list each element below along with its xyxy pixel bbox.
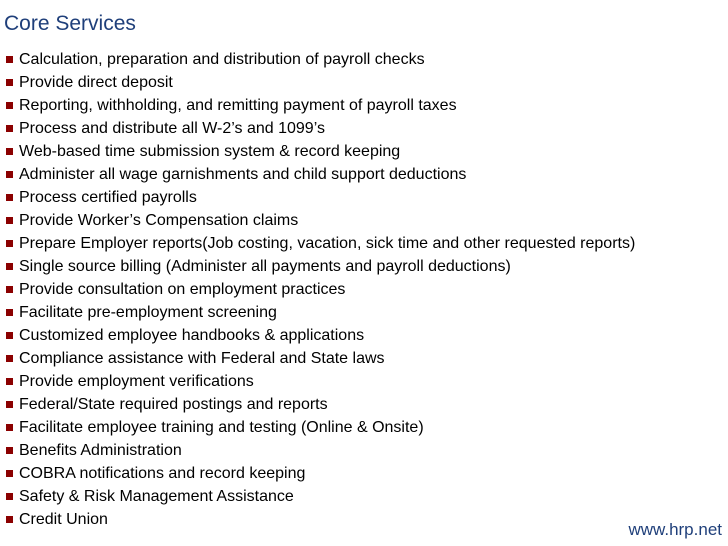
list-item <box>6 71 635 94</box>
list-item-text: Process and distribute all W-2’s and 1099’s <box>19 120 325 137</box>
list-item-text: Facilitate pre-employment screening <box>19 304 277 321</box>
list-item <box>6 278 635 301</box>
list-item <box>6 48 635 71</box>
square-bullet-icon <box>6 263 13 270</box>
list-item-text: Safety & Risk Management Assistance <box>19 488 294 505</box>
list-item <box>6 232 635 255</box>
square-bullet-icon <box>6 470 13 477</box>
list-item-text: COBRA notifications and record keeping <box>19 465 306 482</box>
square-bullet-icon <box>6 516 13 523</box>
square-bullet-icon <box>6 102 13 109</box>
list-item-text: Prepare Employer reports(Job costing, vacation, sick time and other requested reports) <box>19 235 636 252</box>
square-bullet-icon <box>6 493 13 500</box>
list-item-text: Provide consultation on employment practices <box>19 281 346 298</box>
square-bullet-icon <box>6 447 13 454</box>
list-item <box>6 163 635 186</box>
list-item-text: Benefits Administration <box>19 442 182 459</box>
square-bullet-icon <box>6 240 13 247</box>
square-bullet-icon <box>6 332 13 339</box>
list-item-text: Calculation, preparation and distribution of payroll checks <box>19 51 425 68</box>
square-bullet-icon <box>6 378 13 385</box>
list-item <box>6 186 635 209</box>
square-bullet-icon <box>6 171 13 178</box>
list-item-text: Provide employment verifications <box>19 373 254 390</box>
list-item <box>6 416 635 439</box>
list-item <box>6 508 635 531</box>
list-item-text: Federal/State required postings and reports <box>19 396 328 413</box>
list-item-text: Customized employee handbooks & applications <box>19 327 365 344</box>
list-item-text: Single source billing (Administer all payments and payroll deductions) <box>19 258 511 275</box>
square-bullet-icon <box>6 79 13 86</box>
square-bullet-icon <box>6 217 13 224</box>
square-bullet-icon <box>6 125 13 132</box>
list-item-text: Process certified payrolls <box>19 189 197 206</box>
square-bullet-icon <box>6 424 13 431</box>
list-item <box>6 347 635 370</box>
list-item <box>6 209 635 232</box>
list-item <box>6 462 635 485</box>
square-bullet-icon <box>6 56 13 63</box>
list-item-text: Provide direct deposit <box>19 74 173 91</box>
list-item <box>6 324 635 347</box>
list-item-text: Reporting, withholding, and remitting payment of payroll taxes <box>19 97 457 114</box>
square-bullet-icon <box>6 286 13 293</box>
list-item-text: Administer all wage garnishments and child support deductions <box>19 166 467 183</box>
square-bullet-icon <box>6 194 13 201</box>
services-list <box>6 48 635 531</box>
square-bullet-icon <box>6 401 13 408</box>
list-item <box>6 140 635 163</box>
list-item-text: Web-based time submission system & record keeping <box>19 143 401 160</box>
square-bullet-icon <box>6 309 13 316</box>
square-bullet-icon <box>6 148 13 155</box>
list-item <box>6 393 635 416</box>
page-title: Core Services <box>4 12 136 35</box>
website-link[interactable]: www.hrp.net <box>628 520 722 539</box>
list-item-text: Provide Worker’s Compensation claims <box>19 212 299 229</box>
list-item <box>6 370 635 393</box>
square-bullet-icon <box>6 355 13 362</box>
list-item <box>6 439 635 462</box>
list-item-text: Compliance assistance with Federal and State laws <box>19 350 385 367</box>
list-item <box>6 485 635 508</box>
list-item <box>6 301 635 324</box>
list-item-text: Facilitate employee training and testing (Online & Onsite) <box>19 419 424 436</box>
list-item <box>6 94 635 117</box>
list-item <box>6 255 635 278</box>
list-item-text: Credit Union <box>19 511 108 528</box>
list-item <box>6 117 635 140</box>
